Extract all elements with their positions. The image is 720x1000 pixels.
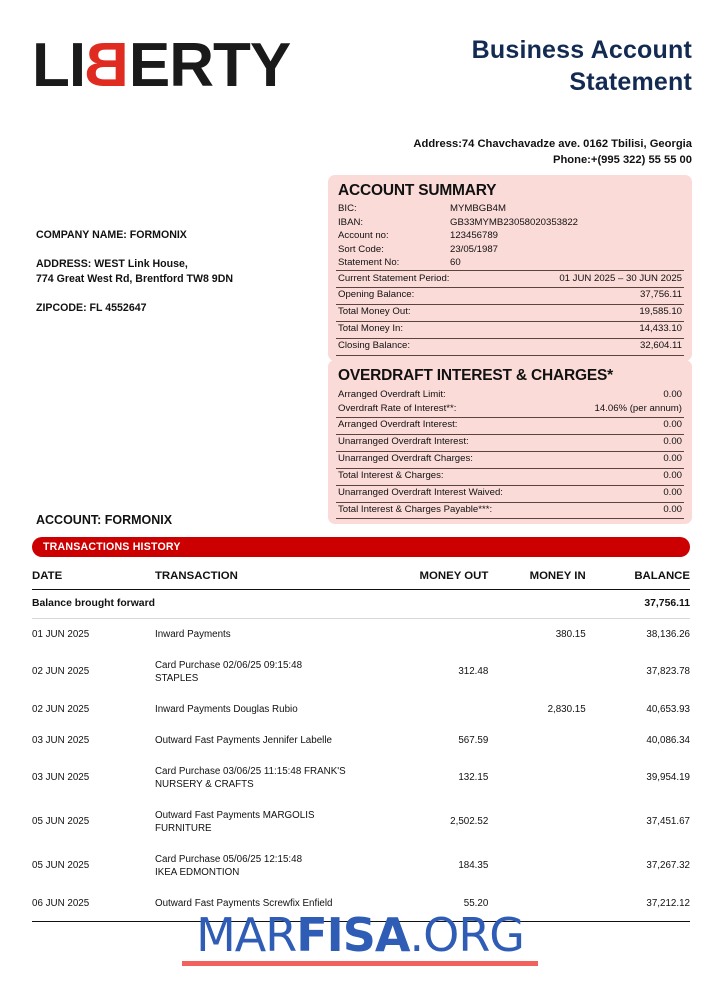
row-money-in	[488, 650, 585, 694]
summary-row-value: 19,585.10	[639, 306, 682, 318]
row-description	[155, 618, 386, 650]
overdraft-row	[336, 402, 684, 417]
summary-row-label: Total Money Out:	[338, 306, 411, 318]
summary-field	[336, 216, 684, 230]
summary-row-label: Closing Balance:	[338, 340, 410, 352]
overdraft-title: OVERDRAFT INTEREST & CHARGES*	[338, 367, 613, 384]
transactions-history-banner	[32, 537, 690, 557]
transactions-history-banner-label: TRANSACTIONS HISTORY	[43, 541, 181, 553]
row-balance: 37,823.78	[646, 666, 690, 678]
table-row	[32, 618, 690, 650]
row-description	[155, 725, 386, 756]
watermark-text	[0, 908, 720, 962]
brought-forward-in	[488, 590, 585, 619]
row-money-out: 184.35	[458, 860, 489, 872]
row-description	[155, 650, 386, 694]
table-row	[32, 756, 690, 800]
summary-field-value: 60	[450, 257, 461, 269]
overdraft-row-value: 0.00	[663, 453, 682, 465]
overdraft-ruled-rows	[336, 417, 684, 520]
account-summary-fields	[336, 202, 684, 270]
row-date: 02 JUN 2025	[32, 703, 90, 715]
overdraft-plain-rows	[336, 387, 684, 417]
row-description-line-1: Inward Payments Douglas Rubio	[154, 703, 298, 715]
summary-field-value: 123456789	[450, 230, 499, 242]
column-header-money-out: MONEY OUT	[386, 566, 489, 590]
summary-row	[336, 270, 684, 287]
column-header-date: DATE	[32, 566, 155, 590]
row-date: 06 JUN 2025	[32, 888, 155, 922]
row-description	[155, 756, 386, 800]
summary-field-label: IBAN:	[338, 216, 364, 228]
spacer	[36, 243, 233, 257]
brought-forward-desc	[155, 590, 386, 619]
overdraft-row-value: 0.00	[663, 419, 682, 431]
row-balance: 40,653.93	[646, 703, 690, 715]
row-description	[155, 694, 386, 725]
overdraft-row-value: 0.00	[663, 504, 682, 515]
overdraft-row	[336, 387, 684, 402]
overdraft-row-label: Unarranged Overdraft Charges:	[338, 453, 473, 465]
row-balance: 37,212.12	[586, 888, 690, 922]
row-date: 05 JUN 2025	[32, 816, 90, 828]
summary-field-value: GB33MYMB23058020353822	[450, 216, 579, 228]
watermark-part-3: .ORG	[409, 908, 524, 962]
bank-phone: Phone:+(995 322) 55 55 00	[553, 154, 692, 167]
overdraft-row-value: 0.00	[663, 436, 682, 448]
summary-row	[336, 304, 684, 321]
logo-text-part2: ERTY	[128, 31, 291, 100]
customer-details	[36, 228, 233, 316]
overdraft-row-value: 14.06% (per annum)	[594, 403, 682, 415]
overdraft-row-label: Arranged Overdraft Limit:	[338, 388, 446, 400]
customer-company-name: COMPANY NAME: FORMONIX	[36, 229, 187, 241]
transactions-table	[32, 566, 690, 922]
row-description-line-2: NURSERY & CRAFTS	[154, 778, 254, 790]
summary-field-label: Statement No:	[338, 257, 400, 269]
row-money-in	[488, 800, 585, 844]
row-date: 03 JUN 2025	[32, 772, 90, 784]
summary-row	[336, 338, 684, 356]
table-row	[32, 650, 690, 694]
transactions-table-body	[32, 590, 690, 922]
overdraft-row	[336, 485, 684, 502]
row-description-line-2: FURNITURE	[154, 822, 212, 834]
watermark-part-1: MAR	[196, 908, 297, 962]
row-money-out	[386, 694, 489, 725]
row-description-line-1: Card Purchase 02/06/25 09:15:48	[154, 659, 303, 671]
summary-field	[336, 202, 684, 216]
brought-forward-out	[386, 590, 489, 619]
account-label: ACCOUNT: FORMONIX	[36, 513, 173, 527]
bank-contact-block	[413, 136, 692, 168]
customer-address-line-2: 774 Great West Rd, Brentford TW8 9DN	[36, 273, 234, 286]
row-description-line-1: Outward Fast Payments MARGOLIS	[154, 809, 315, 821]
bank-address: Address:74 Chavchavadze ave. 0162 Tbilisi, Georgia	[413, 138, 692, 150]
row-date: 05 JUN 2025	[32, 860, 90, 872]
table-row	[32, 800, 690, 844]
summary-row-value: 14,433.10	[639, 323, 682, 335]
row-money-out: 567.59	[458, 734, 489, 746]
summary-field-label: Account no:	[338, 230, 389, 242]
row-date: 02 JUN 2025	[32, 666, 90, 678]
account-summary-title: ACCOUNT SUMMARY	[338, 182, 497, 199]
row-money-out: 312.48	[458, 666, 489, 678]
overdraft-row-label: Arranged Overdraft Interest:	[338, 419, 458, 431]
row-balance: 40,086.34	[646, 734, 690, 746]
summary-row-value: 32,604.11	[640, 340, 682, 352]
row-money-in: 2,830.15	[547, 703, 586, 715]
table-row	[32, 725, 690, 756]
table-header-row	[32, 566, 690, 590]
brought-forward-balance: 37,756.11	[586, 590, 690, 619]
customer-zipcode: ZIPCODE: FL 4552647	[36, 302, 147, 315]
row-balance: 38,136.26	[646, 628, 690, 640]
overdraft-row-value: 0.00	[663, 388, 682, 400]
row-date: 03 JUN 2025	[32, 734, 90, 746]
summary-field	[336, 243, 684, 257]
summary-row-value: 01 JUN 2025 – 30 JUN 2025	[559, 272, 682, 284]
account-summary-rows	[336, 270, 684, 356]
overdraft-row-label: Unarranged Overdraft Interest Waived:	[338, 487, 503, 499]
row-date: 01 JUN 2025	[32, 628, 90, 640]
title-line-2: Statement	[569, 68, 692, 96]
logo-flipped-b: B	[85, 31, 129, 100]
row-money-in: 380.15	[555, 628, 586, 640]
table-row	[32, 844, 690, 888]
overdraft-row-label: Total Interest & Charges:	[338, 470, 444, 482]
overdraft-row	[336, 502, 684, 520]
row-balance: 37,267.32	[646, 860, 690, 872]
account-summary-box	[328, 175, 692, 361]
row-money-in	[488, 756, 585, 800]
summary-row-value: 37,756.11	[640, 289, 682, 301]
summary-field-label: Sort Code:	[338, 243, 384, 255]
logo-text-part1: LI	[32, 31, 86, 100]
row-description-line-1: Inward Payments	[154, 628, 231, 640]
brought-forward-label: Balance brought forward	[32, 590, 155, 619]
overdraft-row	[336, 451, 684, 468]
summary-row-label: Current Statement Period:	[338, 272, 450, 284]
row-description-line-2: STAPLES	[154, 672, 199, 684]
overdraft-row-value: 0.00	[663, 487, 682, 499]
summary-row-label: Opening Balance:	[338, 289, 415, 301]
balance-brought-forward-row	[32, 590, 690, 619]
overdraft-row-value: 0.00	[663, 470, 682, 482]
row-description	[155, 844, 386, 888]
spacer	[36, 287, 233, 301]
summary-field	[336, 256, 684, 270]
overdraft-row-label: Total Interest & Charges Payable***:	[338, 504, 493, 515]
row-money-in	[488, 844, 585, 888]
overdraft-row	[336, 417, 684, 434]
summary-field-value: MYMBGB4M	[450, 203, 506, 214]
row-description	[155, 800, 386, 844]
row-description-line-1: Outward Fast Payments Jennifer Labelle	[154, 734, 332, 746]
row-money-out: 132.15	[458, 772, 489, 784]
summary-field	[336, 229, 684, 243]
row-description-line-1: Card Purchase 05/06/25 12:15:48	[154, 853, 303, 865]
footer-watermark	[0, 908, 720, 966]
summary-field-label: BIC:	[338, 203, 357, 214]
row-description-line-1: Outward Fast Payments Screwfix Enfield	[154, 898, 333, 909]
summary-row-label: Total Money In:	[338, 323, 404, 335]
column-header-balance: BALANCE	[586, 566, 690, 590]
document-title	[472, 34, 692, 98]
overdraft-row-label: Overdraft Rate of Interest**:	[338, 403, 457, 415]
customer-address-line-1: ADDRESS: WEST Link House,	[36, 258, 188, 271]
summary-row	[336, 321, 684, 338]
summary-field-value: 23/05/1987	[450, 243, 499, 255]
overdraft-row-label: Unarranged Overdraft Interest:	[338, 436, 469, 448]
row-money-out: 55.20	[386, 888, 489, 922]
summary-row	[336, 287, 684, 304]
row-description-line-2: IKEA EDMONTION	[154, 866, 240, 878]
row-balance: 39,954.19	[646, 772, 690, 784]
row-description-line-1: Card Purchase 03/06/25 11:15:48 FRANK'S	[154, 765, 346, 777]
overdraft-row	[336, 468, 684, 485]
row-money-in	[488, 725, 585, 756]
watermark-part-2: FISA	[296, 908, 410, 962]
title-line-1: Business Account	[471, 36, 692, 64]
column-header-transaction: TRANSACTION	[155, 566, 386, 590]
column-header-money-in: MONEY IN	[488, 566, 585, 590]
liberty-logo	[32, 31, 291, 100]
row-balance: 37,451.67	[646, 816, 690, 828]
row-money-out: 2,502.52	[450, 816, 489, 828]
overdraft-box	[328, 360, 692, 524]
table-row	[32, 694, 690, 725]
overdraft-row	[336, 434, 684, 451]
row-money-out	[386, 618, 489, 650]
